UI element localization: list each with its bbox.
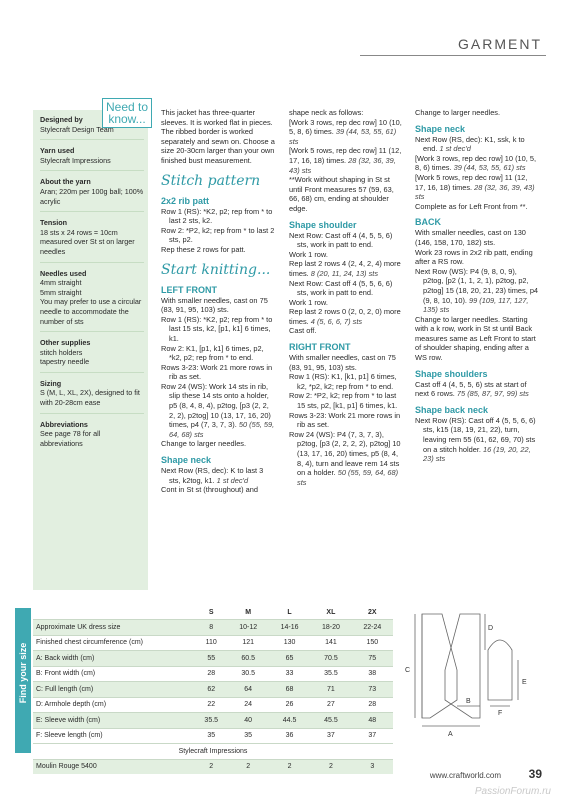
stitch-count: 39 (44, 53, 55, 61) sts [453,163,526,173]
header-cell: 2X [368,609,377,616]
watermark: PassionForum.ru [474,786,551,797]
instruction: Rows 3-23: Work 21 more rows in rib as set. [161,362,273,382]
table-cell: 30.5 [227,666,268,682]
label-a: A [448,731,453,738]
sizing-value: S (M, L, XL, 2X), designed to fit with 20-28cm ease [40,388,140,408]
instruction: **Work without shaping in St st until Front measures 57 (59, 63, 66, 68) cm, ending at shoulder edge. [289,175,394,213]
instruction: With smaller needles, cast on 75 (83, 91, 95, 103) sts. [161,295,268,315]
instruction-text: Row 24 (WS): Work 14 sts in rib, slip these 14 sts onto a holder, p5 (8, 4, 8, 4), p2tog, [p3 (2, 2, 2, 2), p2tog] 10 (13, 17, 16, 20) times, p4 (7, 3, 7, 3). [161,381,271,430]
stitch-count: 28 (32, 36, 39, 43) sts [289,155,396,175]
instruction-text: Next Row (RS, dec): K to last 3 sts, k2tog, k1. [161,466,264,485]
yarn-row-label: Stylecraft Impressions [33,744,393,760]
table-cell: 38 [352,666,393,682]
table-cell: 37 [352,728,393,744]
left-front-heading: LEFT FRONT [161,284,217,295]
find-your-size-label: Find your size [18,642,28,704]
stitch-count: 50 (55, 59, 64, 68) sts [169,420,275,439]
section-title: GARMENT [458,36,542,52]
instruction-text: Cast off 4 (4, 5, 5, 6) sts at start of next 6 rows. [415,379,527,399]
table-cell: 55 [195,651,227,667]
table-row [33,666,393,682]
table-cell: 40 [227,713,268,729]
instruction [415,135,539,154]
instruction: Next Row: Cast off 4 (4, 5, 5, 6) sts, work in patt to end. [289,230,393,250]
instruction [415,380,539,399]
table-cell: 22-24 [352,620,393,636]
row-label: Finished chest circumference (cm) [33,635,195,651]
stitch-count: 1 st dec'd [216,475,249,485]
row-label: Approximate UK dress size [33,620,195,636]
other-supplies-item: stitch holders [40,347,83,357]
divider [40,372,144,373]
stitch-count: 99 (109, 117, 127, 135) sts [423,295,529,315]
instruction: With smaller needles, cast on 130 (146, 158, 170, 182) sts. [415,228,526,247]
instruction: Work 23 rows in 2x2 rib patt, ending after a RS row. [415,247,533,267]
stitch-count: 16 (19, 20, 22, 23) sts [423,444,531,464]
tension-value: 18 sts x 24 rows = 10cm measured over St st on larger needles [40,227,135,256]
yarn-label: Yarn used [40,146,75,156]
text-column-3 [415,108,539,464]
instruction-text: [Work 3 rows, rep dec row] 10 (10, 5, 8, 6) times. [289,117,402,137]
shape-neck-heading: Shape neck [161,455,212,466]
instruction: Row 1 (RS): *K2, p2; rep from * to last 15 sts, k2, [p1, k1] 6 times, k1. [161,314,273,343]
stitch-count: 39 (44, 53, 55, 61) sts [289,127,397,146]
table-cell: 110 [195,635,227,651]
divider [40,211,144,212]
table-cell: 24 [227,697,268,713]
designed-by-value: Stylecraft Design Team [40,124,114,134]
find-your-size-tab [15,608,31,753]
table-cell: 65 [269,651,310,667]
instruction: Row 2: *P2, k2; rep from * to last 2 sts, p2. [161,225,275,245]
instruction: Rows 3-23: Work 21 more rows in rib as set. [289,410,401,430]
instruction [289,430,403,488]
instruction [289,307,403,326]
label-f: F [498,710,503,717]
table-cell: 141 [310,635,351,651]
instruction [289,118,403,147]
sizing-label: Sizing [40,378,62,388]
shape-back-neck-heading: Shape back neck [415,404,489,415]
table-cell: 3 [352,759,393,774]
instruction: Work 1 row. [289,249,328,259]
table-cell: 60.5 [227,651,268,667]
stitch-count: 4 (5, 6, 6, 7) sts [310,316,363,326]
right-front-heading: RIGHT FRONT [289,342,351,353]
size-table [33,606,393,774]
stitch-count: 75 (85, 87, 97, 99) sts [456,389,529,399]
instruction-text: [Work 5 rows, rep dec row] 11 (12, 17, 16, 18) times. [415,172,528,192]
table-cell: 8 [195,620,227,636]
header-cell: M [245,609,252,616]
table-row [33,635,393,651]
table-cell: 2 [227,759,268,774]
instruction: Row 1 (RS): K1, [k1, p1] 6 times, k2, *p2, k2; rep from * to end. [289,372,397,391]
table-cell: 28 [195,666,227,682]
instruction-text: Rep last 2 rows 0 (2, 0, 2, 0) more times. [289,307,401,326]
instruction-text: Rep last 2 rows 4 (2, 4, 2, 4) more times. [289,259,401,278]
label-d: D [488,625,494,632]
badge-line-2: know... [108,112,146,126]
label-c: C [405,667,411,674]
schematic-diagram [400,600,550,760]
abbreviations-label: Abbreviations [40,419,88,429]
instruction: Cont in St st (throughout) and [161,485,258,495]
table-cell: 150 [352,635,393,651]
header-cell: S [208,609,214,616]
about-value: Aran; 220m per 100g ball; 100% acrylic [40,186,144,206]
sidebar-content [40,115,144,448]
text-column-2 [289,108,403,487]
table-cell: 28 [352,697,393,713]
yarn-value: Stylecraft Impressions [40,155,111,165]
stitch-count: 50 (55, 59, 64, 68) sts [297,468,399,487]
back-heading: BACK [415,217,441,228]
table-cell: 35 [195,728,227,744]
row-label: Moulin Rouge 5400 [33,759,195,774]
sleeve-shape [488,640,512,700]
label-b: B [466,698,471,705]
shape-neck-heading: Shape neck [415,123,466,134]
instruction: Next Row: Cast off 4 (5, 5, 6, 6) sts, work in patt to end. [289,278,393,298]
table-cell: 35.5 [310,666,351,682]
tension-label: Tension [40,218,68,228]
table-row [33,682,393,698]
table-cell: 10-12 [227,620,268,636]
rib-patt-heading: 2x2 rib patt [161,195,210,206]
instruction: Complete as for Left Front from **. [415,201,528,211]
table-cell: 71 [310,682,351,698]
instruction-text: [Work 5 rows, rep dec row] 11 (12, 17, 16, 18) times. [289,146,402,165]
text-column-1 [161,108,275,495]
table-cell: 14-16 [269,620,310,636]
table-row [33,697,393,713]
yarn-row [33,744,393,760]
stitch-count: 1 st dec'd [439,144,471,154]
table-cell: 130 [269,635,310,651]
instruction: Change to larger needles. [415,108,501,117]
other-supplies-label: Other supplies [40,338,91,348]
header-cell [33,606,195,620]
needles-item: 5mm straight [40,287,82,297]
badge-line-1: Need to [105,100,149,114]
shape-shoulder-heading: Shape shoulder [289,219,357,230]
instruction [415,154,539,173]
table-cell: 68 [269,682,310,698]
shade-row [33,759,393,774]
instruction-text: [Work 3 rows, rep dec row] 10 (10, 5, 8, 6) times. [415,153,537,173]
table-cell: 75 [352,651,393,667]
row-label: F: Sleeve length (cm) [33,728,195,744]
row-label: B: Front width (cm) [33,666,195,682]
table-row [33,620,393,636]
other-supplies-item: tapestry needle [40,357,90,367]
table-cell: 70.5 [310,651,351,667]
table-cell: 27 [310,697,351,713]
row-label: A: Back width (cm) [33,651,195,667]
divider [40,262,144,263]
table-cell: 2 [310,759,351,774]
needles-item: 4mm straight [40,278,82,288]
designed-by-label: Designed by [40,115,83,124]
start-knitting-heading: Start knitting... [161,261,271,278]
instruction: Row 2: *P2, k2; rep from * to last 15 sts, p2, [k1, p1] 6 times, k1. [289,391,398,411]
instruction: Row 1 (RS): *K2, p2; rep from * to last 2 sts, k2. [161,206,273,226]
table-cell: 33 [269,666,310,682]
table-cell: 26 [269,697,310,713]
section-rule [360,55,546,56]
table-cell: 22 [195,697,227,713]
table-cell: 2 [195,759,227,774]
divider [40,170,144,171]
table-cell: 121 [227,635,268,651]
instruction: Rep these 2 rows for patt. [161,244,246,254]
table-cell: 48 [352,713,393,729]
divider [40,413,144,414]
table-header-row [33,606,393,620]
instruction [415,173,539,202]
instruction: shape neck as follows: [289,108,364,117]
instruction-text: Next Row (RS, dec): K1, ssk, k to end. [415,134,525,154]
left-front-shape [422,614,457,718]
table-cell: 2 [269,759,310,774]
instruction: Change to larger needles. Starting with a k row, work in St st until Back measures same as Left Front to start of shoulder shaping, ending after a WS row. [415,314,536,363]
divider [40,139,144,140]
table-cell: 64 [227,682,268,698]
table-cell: 36 [269,728,310,744]
instruction [161,382,275,440]
instruction-text: Next Row (WS): P4 (9, 8, 0, 9), p2tog, [p2 (1, 1, 2, 1), p2tog, p2, p2tog] 15 (18, 20, 21, 23) times, p4 (9, 8, 10, 10). [415,266,539,305]
instruction [161,466,275,485]
instruction [289,259,403,278]
label-e: E [522,679,527,686]
header-cell: XL [326,609,336,616]
table-cell: 45.5 [310,713,351,729]
instruction [415,416,539,464]
shape-shoulders-heading: Shape shoulders [415,368,488,379]
header-cell: L [287,609,292,616]
table-cell: 18-20 [310,620,351,636]
page-number: 39 [528,767,542,781]
footer-url: www.craftworld.com [429,771,501,780]
table-cell: 62 [195,682,227,698]
divider [40,331,144,332]
instruction: With smaller needles, cast on 75 (83, 91, 95, 103) sts. [289,353,396,372]
table-cell: 44.5 [269,713,310,729]
about-label: About the yarn [40,177,91,187]
needles-label: Needles used [40,268,87,278]
stitch-pattern-heading: Stitch pattern [161,172,261,189]
instruction: Cast off. [289,326,317,336]
table-row [33,713,393,729]
table-row [33,651,393,667]
stitch-count: 28 (32, 36, 39, 43) sts [415,182,535,202]
table-cell: 73 [352,682,393,698]
abbreviations-value: See page 78 for all abbreviations [40,429,101,448]
instruction-text: Next Row (RS): Cast off 4 (5, 5, 6, 6) sts, k15 (18, 19, 21, 22), turn, leaving rem 55 (61, 62, 69, 70) sts on a stitch holder. [415,415,536,454]
instruction-text: Row 24 (WS): P4 (7, 3, 7, 3), p2tog, [p3 (2, 2, 2, 2), p2tog] 10 (13, 17, 16, 20) times, p5 (8, 4, 8, 4), turn and leave rem 14 sts on a holder. [289,429,401,478]
table-row [33,728,393,744]
instruction [289,146,403,175]
table-cell: 35 [227,728,268,744]
row-label: E: Sleeve width (cm) [33,713,195,729]
intro-text: This jacket has three-quarter sleeves. It is worked flat in pieces. The ribbed border is worked separately and sewn on. Choose a size 20-30cm larger than your own finished bust measurement. [161,108,275,165]
row-label: D: Armhole depth (cm) [33,697,195,713]
table-cell: 35.5 [195,713,227,729]
stitch-count: 8 (20, 11, 24, 13) sts [310,268,379,278]
table-cell: 37 [310,728,351,744]
instruction: Row 2: K1, [p1, k1] 6 times, p2, *k2, p2; rep from * to end. [161,343,264,363]
instruction: Change to larger needles. [161,439,247,449]
needles-item: You may prefer to use a circular needle to accommodate the number of sts [40,297,142,326]
instruction: Work 1 row. [289,297,328,307]
right-front-shape [445,614,480,718]
instruction [415,267,539,315]
row-label: C: Full length (cm) [33,682,195,698]
